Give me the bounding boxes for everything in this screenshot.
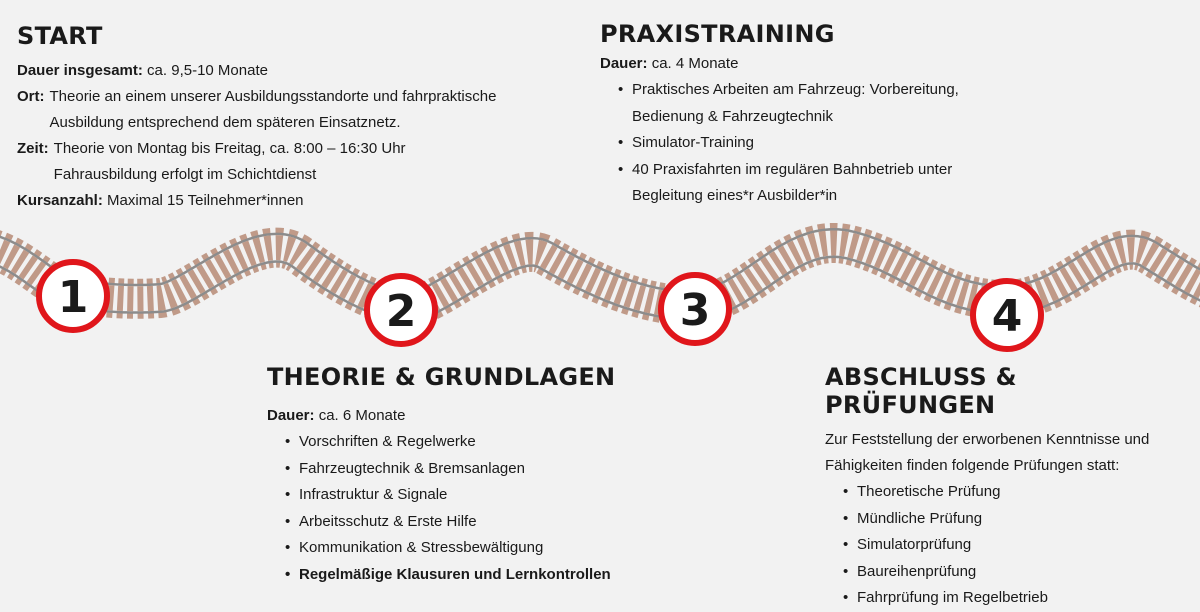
start-course-value: Maximal 15 Teilnehmer*innen (107, 192, 304, 209)
praxis-duration-label: Dauer: (600, 55, 648, 72)
start-section (17, 22, 577, 214)
list-item: • Vorschriften & Regelwerke (285, 429, 687, 456)
list-item: • Arbeitsschutz & Erste Hilfe (285, 509, 687, 536)
theorie-section (267, 363, 687, 588)
start-place-value: Theorie an einem unserer Ausbildungsstandorte und fahrpraktische Ausbildung entsprechend dem späteren Einsatznetz. (49, 88, 497, 131)
praxis-section (600, 20, 1020, 210)
step-number: 2 (385, 286, 417, 337)
start-duration (17, 58, 577, 84)
start-course-label: Kursanzahl: (17, 192, 103, 209)
praxis-list (600, 77, 998, 210)
theorie-duration-value: ca. 6 Monate (318, 407, 406, 424)
list-item: • Praktisches Arbeiten am Fahrzeug: Vorbereitung, Bedienung & Fahrzeugtechnik (618, 77, 998, 130)
abschluss-title: ABSCHLUSS & PRÜFUNGEN (825, 363, 1017, 419)
start-time-value: Theorie von Montag bis Freitag, ca. 8:00 – 16:30 Uhr Fahrausbildung erfolgt im Schichtdienst (53, 140, 406, 183)
list-item: • Simulatorprüfung (843, 532, 1195, 559)
step-number: 3 (679, 285, 711, 336)
list-item: • Theoretische Prüfung (843, 479, 1195, 506)
start-title: START (17, 22, 103, 50)
start-time (17, 136, 577, 188)
list-item: • Fahrzeugtechnik & Bremsanlagen (285, 456, 687, 483)
start-time-label: Zeit: (17, 140, 49, 157)
step-badge-2 (367, 276, 435, 344)
praxis-duration-value: ca. 4 Monate (651, 55, 739, 72)
theorie-duration (267, 403, 687, 429)
praxis-title: PRAXISTRAINING (600, 20, 835, 48)
list-item: • Infrastruktur & Signale (285, 482, 687, 509)
list-item: • 40 Praxisfahrten im regulären Bahnbetrieb unter Begleitung eines*r Ausbilder*in (618, 157, 998, 210)
start-course (17, 188, 577, 214)
start-duration-value: ca. 9,5-10 Monate (147, 62, 268, 79)
abschluss-section (825, 363, 1195, 612)
start-place (17, 84, 577, 136)
list-item: • Baureihenprüfung (843, 559, 1195, 586)
step-badge-4 (973, 281, 1041, 349)
abschluss-intro-row (825, 427, 1195, 479)
list-item: • Kommunikation & Stressbewältigung (285, 535, 687, 562)
list-item: • Fahrprüfung im Regelbetrieb (843, 585, 1195, 612)
step-badge-1 (39, 262, 107, 330)
abschluss-intro: Zur Feststellung der erworbenen Kenntnisse und Fähigkeiten finden folgende Prüfungen statt: (825, 431, 1150, 474)
step-badge-3 (661, 275, 729, 343)
theorie-title: THEORIE & GRUNDLAGEN (267, 363, 616, 391)
step-number: 1 (57, 272, 89, 323)
list-item: • Regelmäßige Klausuren und Lernkontrollen (285, 562, 687, 589)
step-number: 4 (991, 291, 1023, 342)
praxis-duration (600, 51, 1020, 77)
start-duration-label: Dauer insgesamt: (17, 62, 143, 79)
start-place-label: Ort: (17, 88, 45, 105)
list-item: • Mündliche Prüfung (843, 506, 1195, 533)
list-item: • Simulator-Training (618, 130, 998, 157)
abschluss-list (825, 479, 1195, 612)
theorie-list (267, 429, 687, 588)
theorie-duration-label: Dauer: (267, 407, 315, 424)
